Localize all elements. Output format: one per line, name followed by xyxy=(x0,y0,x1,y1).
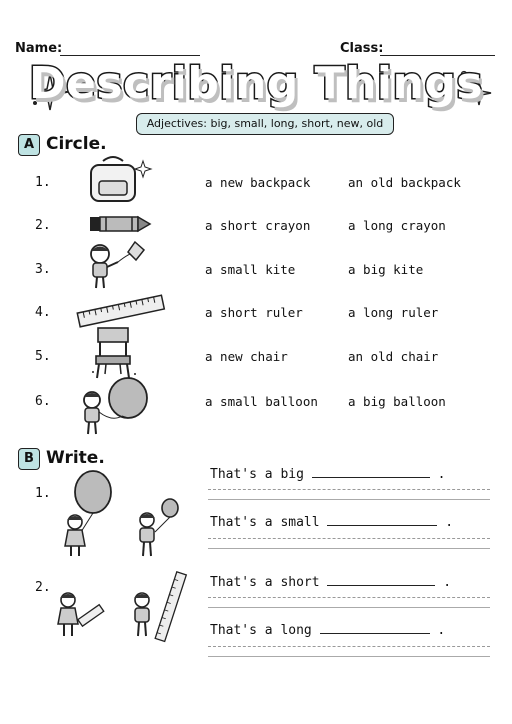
name-field[interactable] xyxy=(60,42,200,56)
girl-short-ruler-boy-long-ruler-icon xyxy=(50,570,195,650)
name-label: Name: xyxy=(15,41,63,56)
option-old-backpack[interactable]: an old backpack xyxy=(348,175,461,190)
item-number: 3. xyxy=(35,262,51,277)
girl-big-balloon-boy-small-balloon-icon xyxy=(55,470,185,562)
answer-blank[interactable] xyxy=(312,467,430,478)
option-new-chair[interactable]: a new chair xyxy=(205,349,288,364)
writing-line xyxy=(208,597,490,598)
option-big-balloon[interactable]: a big balloon xyxy=(348,394,446,409)
adjectives-box: Adjectives: big, small, long, short, new, old xyxy=(136,113,394,135)
write-prompt: That's a long . xyxy=(210,623,446,638)
class-label: Class: xyxy=(340,41,384,56)
writing-line xyxy=(208,489,490,490)
option-long-crayon[interactable]: a long crayon xyxy=(348,218,446,233)
boy-with-kite-icon xyxy=(80,240,155,292)
option-short-ruler[interactable]: a short ruler xyxy=(205,305,303,320)
page-title: Describing Things xyxy=(28,58,484,109)
option-big-kite[interactable]: a big kite xyxy=(348,262,424,277)
answer-blank[interactable] xyxy=(327,575,435,586)
old-chair-icon xyxy=(90,326,140,382)
option-short-crayon[interactable]: a short crayon xyxy=(205,218,311,233)
answer-blank[interactable] xyxy=(327,515,437,526)
item-number: 1. xyxy=(35,175,51,190)
section-a-title: Circle. xyxy=(46,134,107,154)
boy-with-balloon-icon xyxy=(78,378,158,440)
option-new-backpack[interactable]: a new backpack xyxy=(205,175,311,190)
writing-line xyxy=(208,499,490,500)
option-old-chair[interactable]: an old chair xyxy=(348,349,439,364)
item-number: 6. xyxy=(35,394,51,409)
writing-line xyxy=(208,656,490,657)
writing-line xyxy=(208,607,490,608)
item-number: 2. xyxy=(35,218,51,233)
section-b-title: Write. xyxy=(46,448,105,468)
class-field[interactable] xyxy=(380,42,495,56)
writing-line xyxy=(208,538,490,539)
write-prompt: That's a short . xyxy=(210,575,452,590)
item-number: 1. xyxy=(35,486,51,501)
option-long-ruler[interactable]: a long ruler xyxy=(348,305,439,320)
option-small-kite[interactable]: a small kite xyxy=(205,262,296,277)
backpack-icon xyxy=(85,155,155,205)
section-a-badge: A xyxy=(18,134,40,156)
answer-blank[interactable] xyxy=(320,623,430,634)
option-small-balloon[interactable]: a small balloon xyxy=(205,394,318,409)
write-prompt: That's a big . xyxy=(210,467,446,482)
crayon-icon xyxy=(88,214,158,236)
writing-line xyxy=(208,548,490,549)
item-number: 5. xyxy=(35,349,51,364)
section-b-badge: B xyxy=(18,448,40,470)
item-number: 2. xyxy=(35,580,51,595)
item-number: 4. xyxy=(35,305,51,320)
write-prompt: That's a small . xyxy=(210,515,454,530)
writing-line xyxy=(208,646,490,647)
